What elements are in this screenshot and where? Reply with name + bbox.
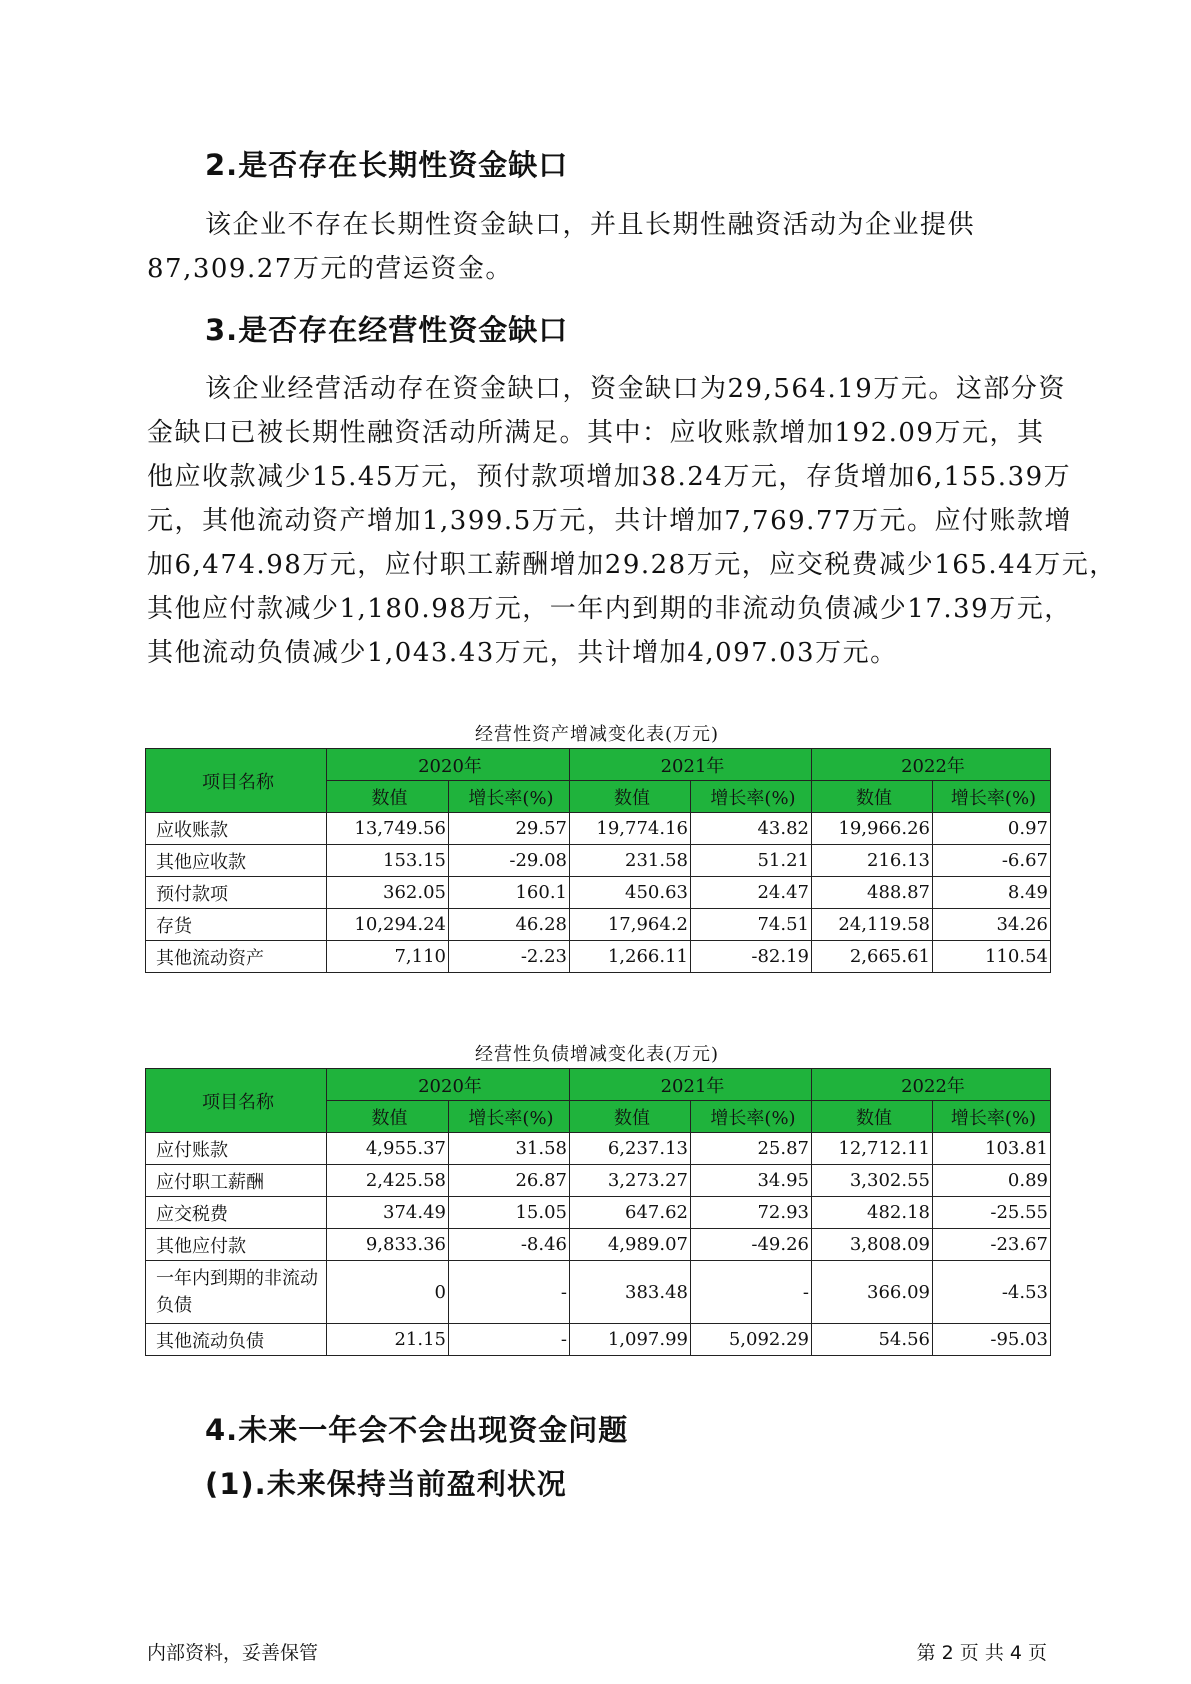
heading-operating-gap: 3.是否存在经营性资金缺口 — [205, 313, 569, 347]
table-row — [146, 1133, 1051, 1165]
cell-growth: 31.58 — [449, 1133, 570, 1165]
header-value: 数值 — [812, 781, 933, 813]
table-row — [146, 845, 1051, 877]
cell-growth: 51.21 — [691, 845, 812, 877]
row-name: 应付职工薪酬 — [146, 1165, 327, 1197]
cell-value: 12,712.11 — [812, 1133, 933, 1165]
cell-growth: -4.53 — [933, 1261, 1051, 1324]
cell-value: 231.58 — [570, 845, 691, 877]
cell-value: 1,097.99 — [570, 1324, 691, 1356]
header-year: 2022年 — [812, 749, 1051, 781]
header-growth: 增长率(%) — [449, 1101, 570, 1133]
paragraph-line: 87,309.27万元的营运资金。 — [147, 254, 513, 284]
cell-growth: 34.95 — [691, 1165, 812, 1197]
table-caption-liabilities: 经营性负债增减变化表(万元) — [474, 1044, 720, 1065]
paragraph-line: 他应收款减少15.45万元，预付款项增加38.24万元，存货增加6,155.39万 — [147, 462, 1072, 492]
heading-long-term-gap: 2.是否存在长期性资金缺口 — [205, 148, 569, 182]
cell-value: 9,833.36 — [327, 1229, 449, 1261]
paragraph-line: 其他流动负债减少1,043.43万元，共计增加4,097.03万元。 — [147, 638, 898, 668]
header-year: 2021年 — [570, 1069, 812, 1101]
cell-growth: 24.47 — [691, 877, 812, 909]
cell-value: 6,237.13 — [570, 1133, 691, 1165]
cell-value: 17,964.2 — [570, 909, 691, 941]
cell-value: 2,425.58 — [327, 1165, 449, 1197]
header-year: 2020年 — [327, 749, 570, 781]
cell-growth: -23.67 — [933, 1229, 1051, 1261]
paragraph-line: 其他应付款减少1,180.98万元，一年内到期的非流动负债减少17.39万元， — [147, 594, 1072, 624]
cell-growth: -95.03 — [933, 1324, 1051, 1356]
heading-maintain-profit: (1).未来保持当前盈利状况 — [205, 1467, 567, 1501]
table-row — [146, 1165, 1051, 1197]
cell-value: 647.62 — [570, 1197, 691, 1229]
table-operating-liabilities — [145, 1068, 1051, 1356]
row-name: 其他应收款 — [146, 845, 327, 877]
header-year: 2021年 — [570, 749, 812, 781]
header-year: 2022年 — [812, 1069, 1051, 1101]
table-row — [146, 1324, 1051, 1356]
cell-value: 54.56 — [812, 1324, 933, 1356]
footer-page-number: 第 2 页 共 4 页 — [916, 1642, 1047, 1664]
cell-value: 3,808.09 — [812, 1229, 933, 1261]
cell-value: 10,294.24 — [327, 909, 449, 941]
row-name: 其他流动负债 — [146, 1324, 327, 1356]
cell-growth: 15.05 — [449, 1197, 570, 1229]
paragraph-line: 加6,474.98万元，应付职工薪酬增加29.28万元，应交税费减少165.44万元， — [147, 550, 1117, 580]
cell-growth: 43.82 — [691, 813, 812, 845]
header-growth: 增长率(%) — [691, 1101, 812, 1133]
cell-value: 19,774.16 — [570, 813, 691, 845]
cell-growth: -25.55 — [933, 1197, 1051, 1229]
cell-growth: 0.89 — [933, 1165, 1051, 1197]
cell-value: 24,119.58 — [812, 909, 933, 941]
paragraph-line: 该企业经营活动存在资金缺口，资金缺口为29,564.19万元。这部分资 — [205, 374, 1066, 404]
cell-value: 362.05 — [327, 877, 449, 909]
cell-growth: 26.87 — [449, 1165, 570, 1197]
cell-value: 383.48 — [570, 1261, 691, 1324]
row-name: 预付款项 — [146, 877, 327, 909]
cell-growth: 29.57 — [449, 813, 570, 845]
cell-growth: -8.46 — [449, 1229, 570, 1261]
cell-value: 21.15 — [327, 1324, 449, 1356]
table-row — [146, 813, 1051, 845]
row-name: 应交税费 — [146, 1197, 327, 1229]
header-year: 2020年 — [327, 1069, 570, 1101]
header-growth: 增长率(%) — [449, 781, 570, 813]
cell-growth: -6.67 — [933, 845, 1051, 877]
cell-value: 1,266.11 — [570, 941, 691, 973]
cell-value: 374.49 — [327, 1197, 449, 1229]
table-row — [146, 941, 1051, 973]
cell-value: 2,665.61 — [812, 941, 933, 973]
paragraph-operating-gap — [147, 367, 1117, 675]
header-item-name: 项目名称 — [146, 1069, 327, 1133]
cell-growth: 72.93 — [691, 1197, 812, 1229]
header-growth: 增长率(%) — [933, 781, 1051, 813]
cell-value: 450.63 — [570, 877, 691, 909]
table-row — [146, 877, 1051, 909]
cell-growth: 74.51 — [691, 909, 812, 941]
header-growth: 增长率(%) — [933, 1101, 1051, 1133]
table-caption-assets: 经营性资产增减变化表(万元) — [474, 724, 720, 745]
cell-growth: 8.49 — [933, 877, 1051, 909]
cell-value: 4,955.37 — [327, 1133, 449, 1165]
table-row — [146, 1197, 1051, 1229]
header-growth: 增长率(%) — [691, 781, 812, 813]
row-name: 一年内到期的非流动负债 — [146, 1261, 327, 1324]
row-name: 存货 — [146, 909, 327, 941]
cell-growth: 110.54 — [933, 941, 1051, 973]
cell-growth: 0.97 — [933, 813, 1051, 845]
footer-confidential: 内部资料，妥善保管 — [147, 1642, 319, 1664]
header-item-name: 项目名称 — [146, 749, 327, 813]
cell-value: 19,966.26 — [812, 813, 933, 845]
cell-growth: 25.87 — [691, 1133, 812, 1165]
table-row — [146, 909, 1051, 941]
cell-value: 366.09 — [812, 1261, 933, 1324]
cell-growth: -2.23 — [449, 941, 570, 973]
cell-value: 216.13 — [812, 845, 933, 877]
paragraph-long-term-gap — [147, 203, 1047, 291]
header-value: 数值 — [570, 1101, 691, 1133]
cell-growth: 160.1 — [449, 877, 570, 909]
table-row — [146, 1229, 1051, 1261]
cell-growth: -82.19 — [691, 941, 812, 973]
header-value: 数值 — [327, 781, 449, 813]
row-name: 应付账款 — [146, 1133, 327, 1165]
cell-value: 482.18 — [812, 1197, 933, 1229]
table-operating-assets — [145, 748, 1051, 973]
table-row — [146, 1261, 1051, 1324]
cell-growth: -29.08 — [449, 845, 570, 877]
row-name: 其他流动资产 — [146, 941, 327, 973]
row-name: 应收账款 — [146, 813, 327, 845]
header-value: 数值 — [812, 1101, 933, 1133]
cell-value: 0 — [327, 1261, 449, 1324]
cell-growth: - — [449, 1261, 570, 1324]
cell-value: 13,749.56 — [327, 813, 449, 845]
cell-growth: 103.81 — [933, 1133, 1051, 1165]
cell-value: 153.15 — [327, 845, 449, 877]
cell-growth: 5,092.29 — [691, 1324, 812, 1356]
paragraph-line: 元，其他流动资产增加1,399.5万元，共计增加7,769.77万元。应付账款增 — [147, 506, 1073, 536]
cell-value: 3,302.55 — [812, 1165, 933, 1197]
cell-growth: -49.26 — [691, 1229, 812, 1261]
cell-value: 7,110 — [327, 941, 449, 973]
cell-growth: - — [449, 1324, 570, 1356]
heading-future-funding: 4.未来一年会不会出现资金问题 — [205, 1413, 629, 1447]
cell-growth: 34.26 — [933, 909, 1051, 941]
row-name: 其他应付款 — [146, 1229, 327, 1261]
header-value: 数值 — [570, 781, 691, 813]
cell-value: 3,273.27 — [570, 1165, 691, 1197]
cell-growth: 46.28 — [449, 909, 570, 941]
header-value: 数值 — [327, 1101, 449, 1133]
cell-growth: - — [691, 1261, 812, 1324]
paragraph-line: 金缺口已被长期性融资活动所满足。其中：应收账款增加192.09万元，其 — [147, 418, 1045, 448]
paragraph-line: 该企业不存在长期性资金缺口，并且长期性融资活动为企业提供 — [205, 210, 976, 240]
cell-value: 4,989.07 — [570, 1229, 691, 1261]
cell-value: 488.87 — [812, 877, 933, 909]
